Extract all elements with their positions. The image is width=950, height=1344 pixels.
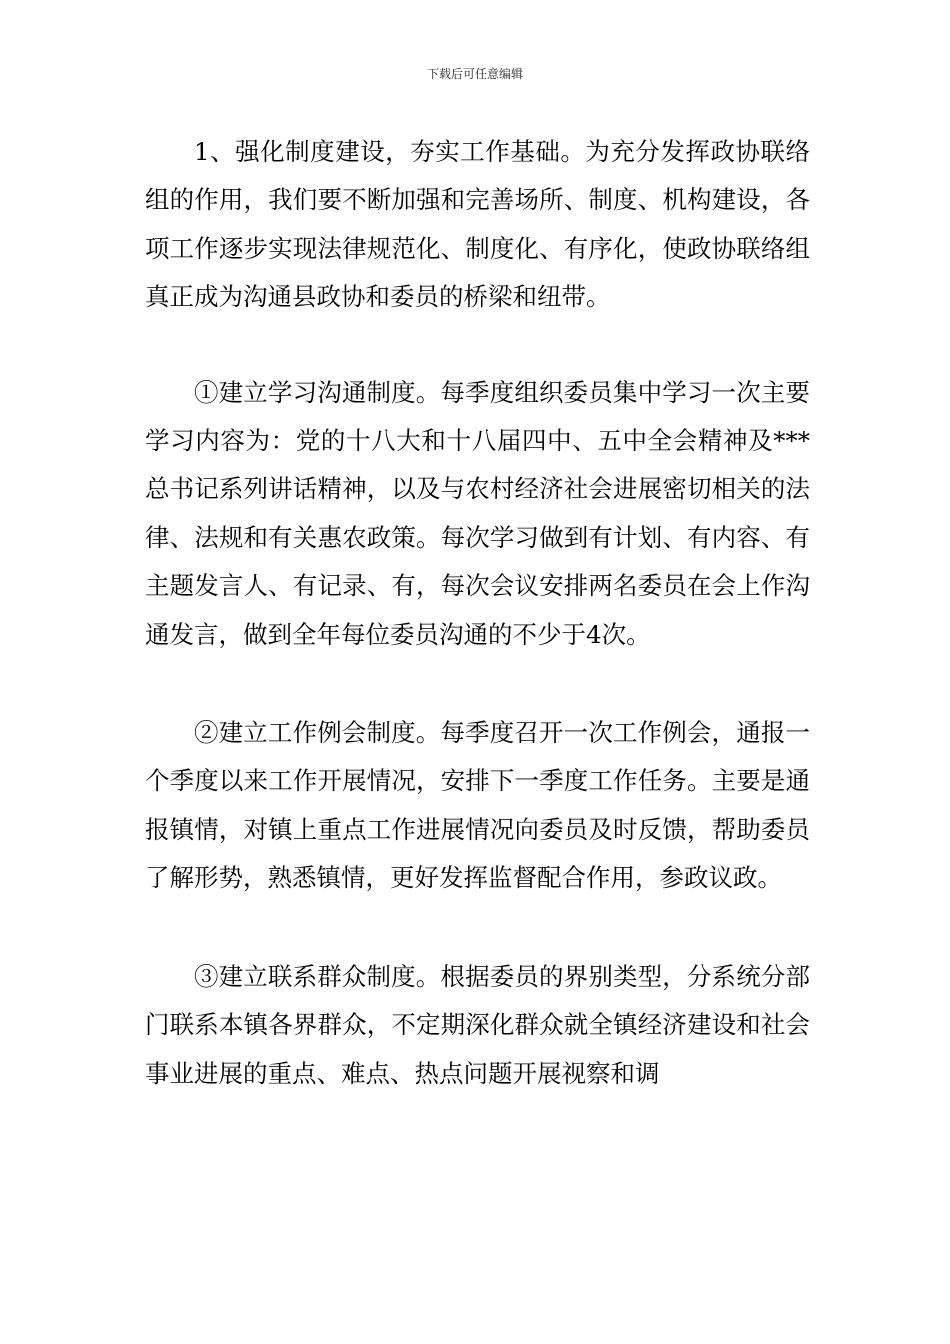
page-header: 下载后可任意编辑 xyxy=(426,67,523,81)
paragraph-1: 1、强化制度建设，夯实工作基础。为充分发挥政协联络组的作用，我们要不断加强和完善场所、制度、机构建设，各项工作逐步实现法律规范化、制度化、有序化，使政协联络组真正成为沟通县政协和委员的桥梁和纽带。 xyxy=(145,137,810,312)
paragraph-2: ①建立学习沟通制度。每季度组织委员集中学习一次主要学习内容为：党的十八大和十八届四中、五中全会精神及***总书记系列讲话精神，以及与农村经济社会进展密切相关的法律、法规和有关惠农政策。每次学习做到有计划、有内容、有主题发言人、有记录、有，每次会议安排两名委员在会上作沟通发言，做到全年每位委员沟通的不少于4次。 xyxy=(145,377,810,649)
paragraph-3: ②建立工作例会制度。每季度召开一次工作例会，通报一个季度以来工作开展情况，安排下一季度工作任务。主要是通报镇情，对镇上重点工作进展情况向委员及时反馈，帮助委员了解形势，熟悉镇情，更好发挥监督配合作用，参政议政。 xyxy=(145,718,810,893)
paragraph-4: ③建立联系群众制度。根据委员的界别类型，分系统分部门联系本镇各界群众，不定期深化群众就全镇经济建设和社会事业进展的重点、难点、热点问题开展视察和调 xyxy=(145,961,810,1088)
document-body xyxy=(145,128,810,1148)
